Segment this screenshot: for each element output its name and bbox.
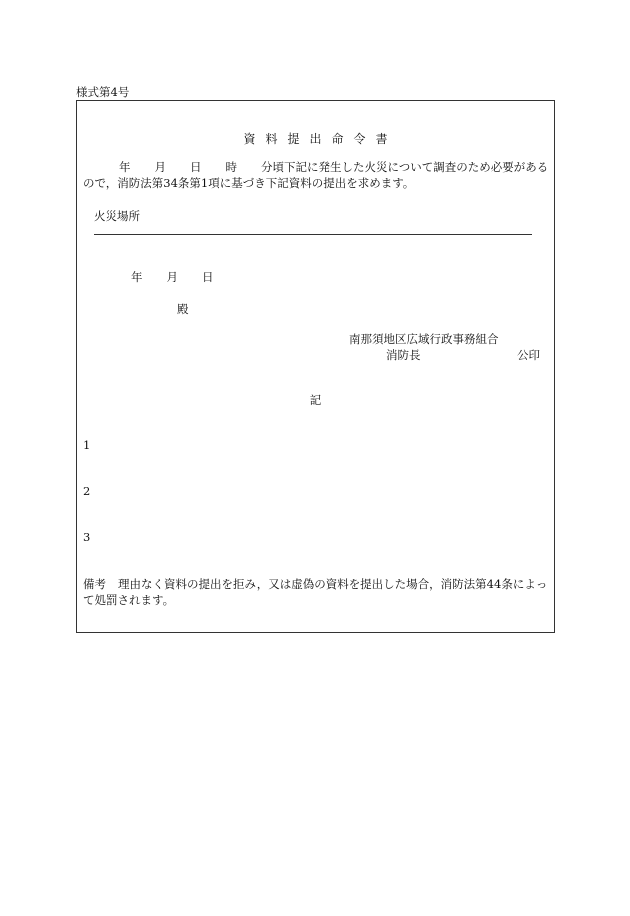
form-number: 様式第4号 <box>76 85 130 99</box>
issue-date-month: 月 <box>166 270 178 284</box>
intro-year: 年 <box>119 160 131 174</box>
issue-date-year: 年 <box>131 270 143 284</box>
intro-text: 分頃下記に発生した火災について調査のため必要があるので，消防法第34条第1項に基づき下記資料の提出を求めます。 <box>83 160 549 190</box>
remarks-label: 備考 <box>83 577 106 591</box>
issue-date-day: 日 <box>202 270 214 284</box>
intro-day: 日 <box>190 160 202 174</box>
intro-paragraph <box>83 159 549 191</box>
ki-heading: 記 <box>309 393 322 407</box>
remarks-text: 理由なく資料の提出を拒み，又は虚偽の資料を提出した場合，消防法第44条によって処罰されます。 <box>83 577 548 607</box>
official-seal-mark: 公印 <box>517 348 540 362</box>
issue-date <box>131 269 214 285</box>
list-item: 3 <box>83 530 91 544</box>
intro-month: 月 <box>154 160 166 174</box>
addressee-suffix: 殿 <box>177 302 189 316</box>
issuer-organization: 南那須地区広域行政事務組合 <box>349 332 499 346</box>
issuer-title: 消防長 <box>386 348 421 362</box>
list-item: 1 <box>83 438 91 452</box>
intro-hour: 時 <box>225 160 237 174</box>
document-title: 資料提出命令書 <box>243 132 398 146</box>
remarks <box>83 576 551 608</box>
fire-location-line <box>94 234 532 235</box>
list-item: 2 <box>83 484 91 498</box>
fire-location-label: 火災場所 <box>94 209 140 223</box>
document-frame <box>76 100 555 633</box>
